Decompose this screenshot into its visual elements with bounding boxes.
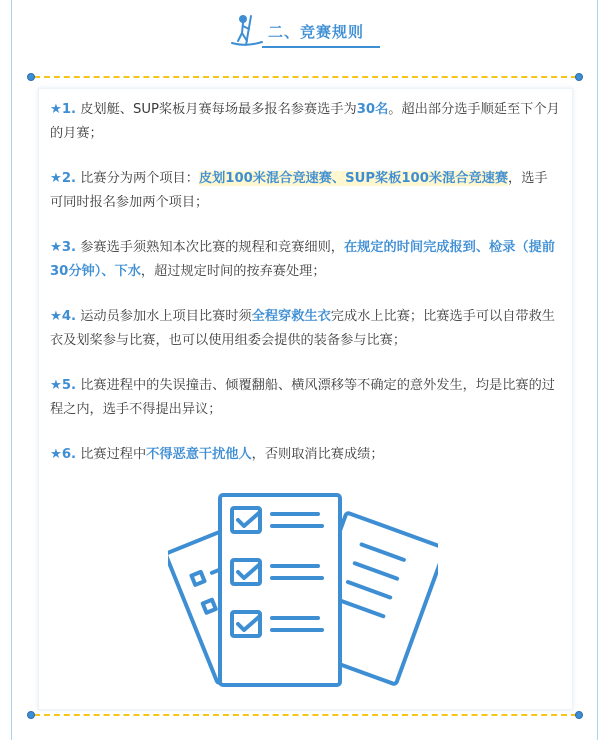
- rule-text: 比赛分为两个项目：: [76, 171, 199, 186]
- rule-highlight: 30名: [356, 102, 389, 117]
- divider-dot: [575, 711, 583, 719]
- rule-highlight: 在规定的时间完成报到、检录（提前30分钟）、下水: [50, 240, 555, 279]
- rule-number: ★2.: [50, 171, 77, 186]
- rule-highlight: 皮划100米混合竞速赛、SUP桨板100米混合竞速赛: [198, 171, 509, 186]
- rule-number: ★6.: [50, 447, 77, 462]
- left-border-line: [11, 0, 12, 740]
- rule-item: [50, 305, 560, 353]
- rule-number: ★4.: [50, 309, 77, 324]
- checklist-documents-icon: [168, 490, 438, 695]
- rule-text: ，选手可同时报名参加两个项目；: [50, 171, 548, 210]
- rule-item: [50, 236, 560, 284]
- rule-text: 比赛进程中的失误撞击、倾覆翻船、横风漂移等不确定的意外发生，均是比赛的过程之内，选手不得提出异议；: [50, 378, 555, 417]
- rule-number: ★3.: [50, 240, 77, 255]
- rule-item: [50, 167, 560, 215]
- top-dashed-divider: [34, 76, 577, 78]
- title-underline: [262, 46, 380, 48]
- rule-text: ，超过规定时间的按弃赛处理；: [140, 264, 326, 279]
- divider-dot: [27, 711, 35, 719]
- section-title: 二、竞赛规则: [268, 23, 365, 41]
- rule-text: 完成水上比赛；比赛选手可以自带救生衣及划桨参与比赛，也可以使用组委会提供的装备参与比赛；: [50, 309, 555, 348]
- rule-text: 皮划艇、SUP桨板月赛每场最多报名参赛选手为: [76, 102, 357, 117]
- section-header: [0, 12, 609, 52]
- rule-highlight: 全程穿救生衣: [251, 309, 331, 324]
- rule-number: ★1.: [50, 102, 77, 117]
- rules-list: [50, 98, 560, 488]
- divider-dot: [27, 73, 35, 81]
- right-border-line: [597, 0, 598, 740]
- rule-item: [50, 443, 560, 467]
- rule-item: [50, 374, 560, 422]
- rule-number: ★5.: [50, 378, 77, 393]
- rule-text: ，否则取消比赛成绩；: [251, 447, 384, 462]
- bottom-dashed-divider: [34, 714, 577, 716]
- divider-dot: [575, 73, 583, 81]
- rule-text: 比赛过程中: [76, 447, 147, 462]
- rule-highlight: 不得恶意干扰他人: [146, 447, 252, 462]
- rule-item: [50, 98, 560, 146]
- rule-text: 。超出部分选手顺延至下个月的月赛；: [50, 102, 560, 141]
- rule-text: 参赛选手须熟知本次比赛的规程和竞赛细则，: [76, 240, 344, 255]
- paddle-board-icon: [229, 14, 265, 48]
- rule-text: 运动员参加水上项目比赛时须: [76, 309, 252, 324]
